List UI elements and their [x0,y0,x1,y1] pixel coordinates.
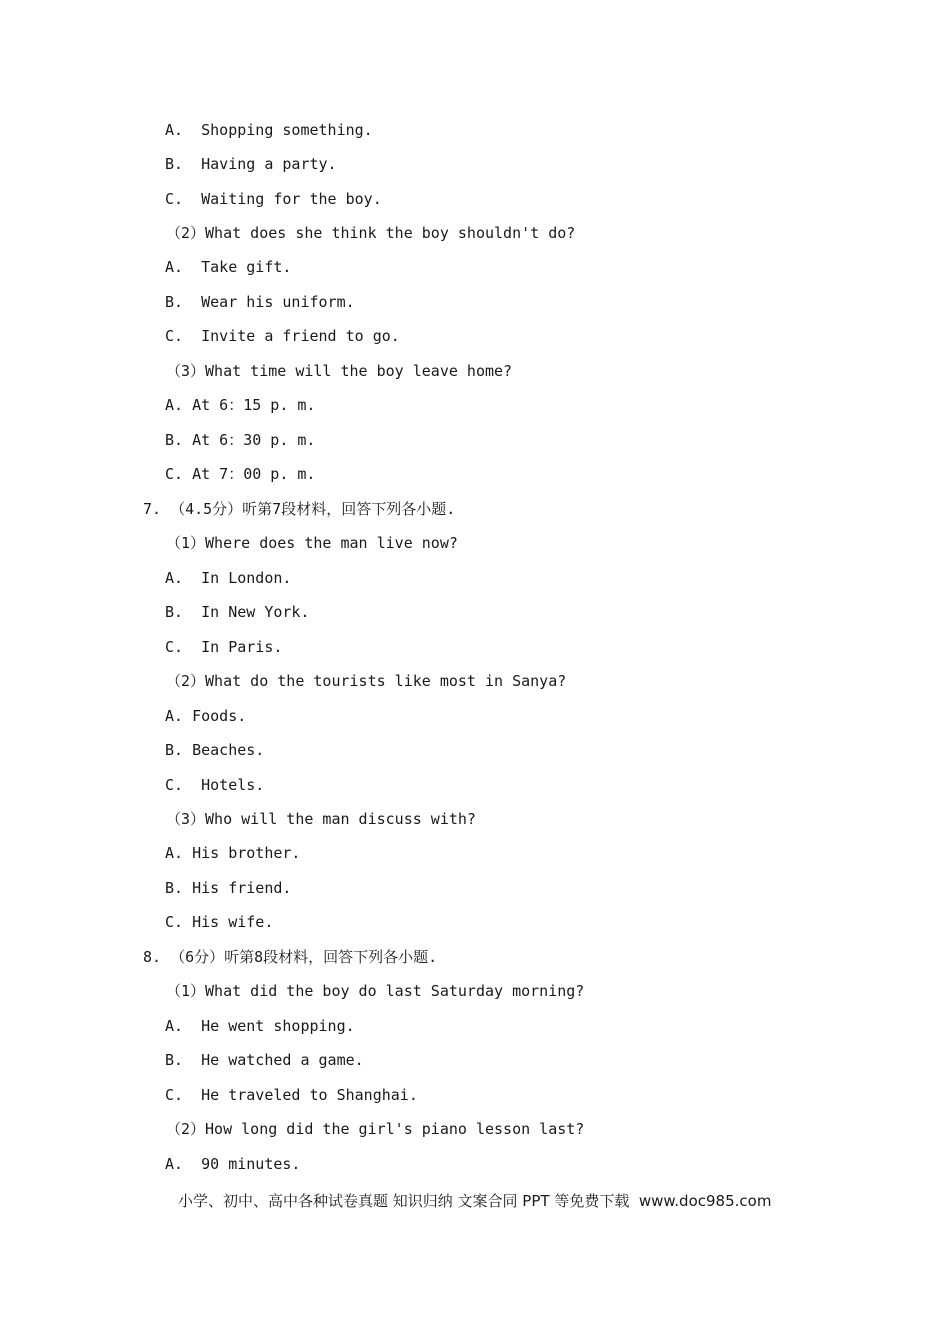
option-line: A. Shopping something. [165,121,373,139]
page-footer: 小学、初中、高中各种试卷真题 知识归纳 文案合同 PPT 等免费下载 www.doc985.com [178,1192,772,1210]
option-line: B. In New York. [165,603,310,621]
option-line: B. At 6：30 p. m. [165,431,316,449]
option-line: C. He traveled to Shanghai. [165,1086,418,1104]
option-line: A. Foods. [165,707,247,725]
option-line: B. He watched a game. [165,1051,364,1069]
sub-question: （2）What do the tourists like most in Sanya? [166,672,567,690]
option-line: A. He went shopping. [165,1017,355,1035]
sub-question: （2）What does she think the boy shouldn't do? [166,224,576,242]
sub-question: （1）Where does the man live now? [166,534,458,552]
option-line: C. In Paris. [165,638,283,656]
sub-question: （2）How long did the girl's piano lesson last? [166,1120,585,1138]
sub-question: （3）What time will the boy leave home? [166,362,513,380]
question-header: 7. （4.5分）听第7段材料，回答下列各小题. [143,500,456,518]
option-line: A. His brother. [165,844,301,862]
option-line: C. His wife. [165,913,274,931]
option-line: A. In London. [165,569,292,587]
option-line: B. Beaches. [165,741,265,759]
option-line: C. Invite a friend to go. [165,327,400,345]
option-line: A. Take gift. [165,258,292,276]
option-line: A. At 6：15 p. m. [165,396,316,414]
sub-question: （3）Who will the man discuss with? [166,810,476,828]
option-line: B. Wear his uniform. [165,293,355,311]
sub-question: （1）What did the boy do last Saturday morning? [166,982,585,1000]
option-line: C. Hotels. [165,776,265,794]
option-line: A. 90 minutes. [165,1155,301,1173]
question-header: 8. （6分）听第8段材料，回答下列各小题. [143,948,438,966]
option-line: B. His friend. [165,879,292,897]
option-line: C. Waiting for the boy. [165,190,382,208]
option-line: C. At 7：00 p. m. [165,465,316,483]
option-line: B. Having a party. [165,155,337,173]
